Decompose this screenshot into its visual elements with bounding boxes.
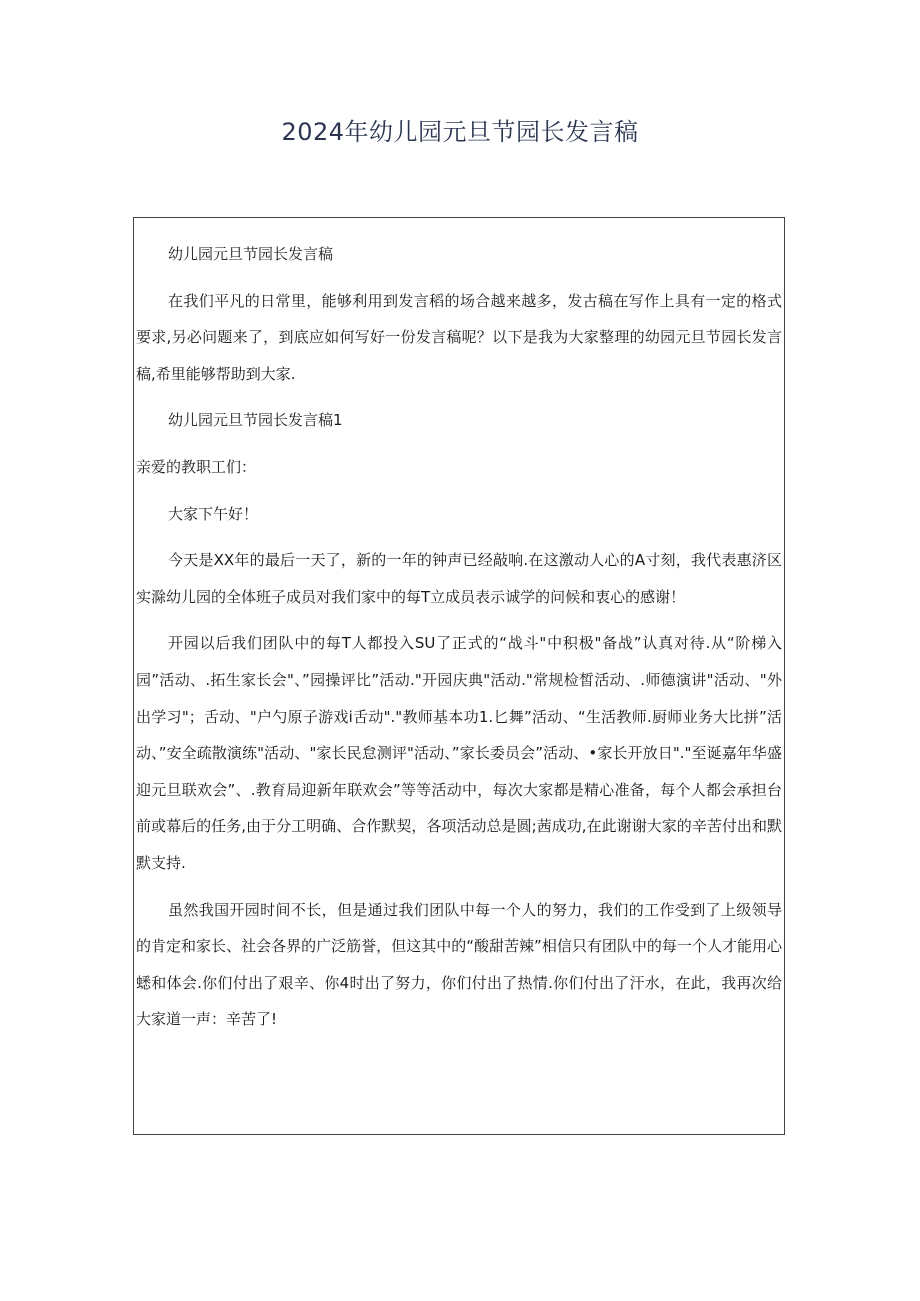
paragraph-heading: 幼儿园元旦节园长发言稿 [168,245,334,263]
document-title: 2024年幼儿园元旦节园长发言稿 [281,118,639,146]
paragraph-body-1: 今天是XX年的最后一天了，新的一年的钟声已经敲响.在这激动人心的A寸刻，我代表惠济区实滁幼儿园的全体班子成员对我们家中的每T立成员表示诚学的问候和衷心的感谢！ [136,551,782,606]
paragraph-body-3: 虽然我国开园时间不长，但是通过我们团队中每一个人的努力，我们的工作受到了上级领导的肯定和家长、社会各界的广泛筋誉，但这其中的“酸甜苦辣”相信只有团队中的每一个人才能用心蟋和体会.你们付出了艰辛、你4时出了努力，你们付出了热情.你们付出了汗水，在此，我再次给大家道一声：辛苦了! [136,900,782,1029]
paragraph-intro: 在我们平凡的日常里，能够利用到发言稻的场合越来越多，发古稿在写作上具有一定的格式要求,另必问题来了，到底应如何写好一份发言稿呢？以下是我为大家整理的幼园元旦节园长发言稿,希里能够帮助到大家. [136,291,782,383]
paragraph-subheading: 幼儿园元旦节园长发言稿1 [168,411,343,430]
paragraph-salutation: 亲爱的教职工们： [136,457,257,476]
content-frame [133,217,785,1135]
content-body [136,236,782,1038]
paragraph-greeting: 大家下午好！ [168,504,259,523]
paragraph-body-2: 开园以后我们团队中的每T人都投入SU了正式的“战斗"中积极"备战”认真对待.从“阶梯入园”活动、.拓生家长会"、”园操评比”活动."开园庆典"活动."常规检皙活动、.师德演讲"活动、"外出学习"；舌动、"户勺原子游戏i舌动"."教师基本功1.匕舞”活动、“生活教师.厨师业务大比拼”活动、”安全疏散演练"活动、"家长民怠测评"活动、”家长委员会”活动、•家长开放日"."至诞嘉年华盛迎元旦联欢会”、.教育局迎新年联欢会”等等活动中，每次大家都是精心准备，每个人都会承担台前或幕后的任务,由于分工明确、合作默契，各项活动总是圆;茜成功,在此谢谢大家的辛苦付出和默默支持. [136,634,782,872]
